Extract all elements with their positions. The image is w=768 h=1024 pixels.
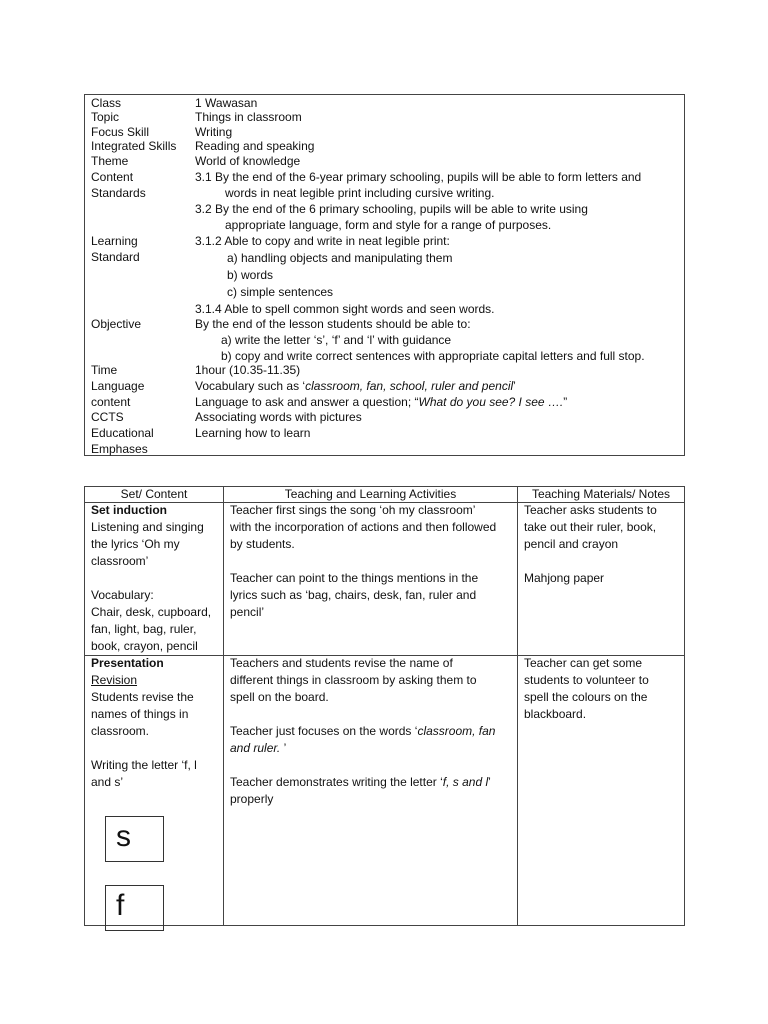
content-standard-1-line2: words in neat legible print including cursive writing. — [225, 186, 495, 200]
content-standards-label-1: Content — [91, 170, 134, 184]
row2-materials: Teacher can get some students to volunteer to spell the colours on the blackboard. — [524, 656, 649, 721]
row2-activities: Teachers and students revise the name of different things in classroom by asking them to spell on the board. Teacher just focuses on the words ‘classroom, fan and ruler. ’ Teacher demonstrates writing the letter ‘f, s and l’ properly — [230, 656, 496, 806]
learning-standard-label-1: Learning — [91, 234, 138, 248]
row1-materials: Teacher asks students to take out their ruler, book, pencil and crayon Mahjong paper — [518, 502, 684, 587]
content-standards-label-2: Standards — [91, 186, 146, 200]
header-materials: Teaching Materials/ Notes — [531, 487, 671, 501]
letter-f-box: f — [105, 885, 164, 931]
header-set-content: Set/ Content — [120, 487, 188, 501]
learning-standard-item-c: c) simple sentences — [227, 285, 334, 299]
integrated-skills-label: Integrated Skills — [91, 139, 177, 153]
educational-emphases-label-2: Emphases — [91, 442, 148, 456]
time-label: Time — [91, 363, 118, 377]
revision-subtitle: Revision — [91, 673, 138, 687]
educational-emphases-label-1: Educational — [91, 426, 154, 440]
row1-set-content: Set induction Listening and singing the lyrics ‘Oh my classroom’ Vocabulary: Chair, desk, cupboard, fan, light, bag, ruler, book, crayon, pencil — [85, 502, 223, 655]
learning-standard-item-b: b) words — [227, 268, 274, 282]
theme-label: Theme — [91, 154, 129, 168]
letter-s-box: s — [105, 816, 164, 862]
ccts-value: Associating words with pictures — [195, 410, 362, 424]
focus-skill-label: Focus Skill — [91, 125, 150, 139]
learning-standard-line2: 3.1.4 Able to spell common sight words and seen words. — [195, 302, 495, 316]
learning-standard-item-a: a) handling objects and manipulating them — [227, 251, 453, 265]
learning-standard-line1: 3.1.2 Able to copy and write in neat legible print: — [195, 234, 450, 248]
vocabulary-label: Vocabulary: — [91, 588, 154, 602]
language-content-label-1: Language — [91, 379, 145, 393]
ccts-label: CCTS — [91, 410, 124, 424]
lesson-info-box — [84, 94, 685, 456]
integrated-skills-value: Reading and speaking — [195, 139, 315, 153]
header-activities: Teaching and Learning Activities — [284, 487, 457, 501]
content-standard-1-line1: 3.1 By the end of the 6-year primary schooling, pupils will be able to form letters and — [195, 170, 642, 184]
class-value: 1 Wawasan — [195, 96, 258, 110]
presentation-title: Presentation — [91, 656, 164, 670]
topic-value: Things in classroom — [195, 110, 302, 124]
theme-value: World of knowledge — [195, 154, 301, 168]
content-standard-2-line2: appropriate language, form and style for a range of purposes. — [225, 218, 552, 232]
objective-intro: By the end of the lesson students should be able to: — [195, 317, 471, 331]
focus-skill-value: Writing — [195, 125, 233, 139]
language-content-vocab: Vocabulary such as ‘classroom, fan, school, ruler and pencil’ — [195, 379, 516, 393]
row2-set-content: Presentation Revision Students revise the names of things in classroom. Writing the letter ‘f, l and s’ — [85, 655, 223, 791]
educational-emphases-value: Learning how to learn — [195, 426, 311, 440]
mahjong-paper: Mahjong paper — [524, 571, 605, 585]
row1-activities: Teacher first sings the song ‘oh my classroom’ with the incorporation of actions and then followed by students. Teacher can point to the things mentions in the lyrics such as ‘bag, chairs, desk, fan, ruler and pencil’ — [230, 503, 497, 619]
set-induction-title: Set induction — [91, 503, 167, 517]
objective-item-b: b) copy and write correct sentences with appropriate capital letters and full stop. — [221, 349, 645, 363]
language-content-question: Language to ask and answer a question; “What do you see? I see ….” — [195, 395, 568, 409]
language-content-label-2: content — [91, 395, 131, 409]
content-standard-2-line1: 3.2 By the end of the 6 primary schooling, pupils will be able to write using — [195, 202, 588, 216]
objective-label: Objective — [91, 317, 142, 331]
activities-table — [84, 486, 685, 926]
time-value: 1hour (10.35-11.35) — [195, 363, 301, 377]
class-label: Class — [91, 96, 122, 110]
topic-label: Topic — [91, 110, 120, 124]
objective-item-a: a) write the letter ‘s’, ‘f’ and ‘l’ with guidance — [221, 333, 452, 347]
learning-standard-label-2: Standard — [91, 250, 140, 264]
